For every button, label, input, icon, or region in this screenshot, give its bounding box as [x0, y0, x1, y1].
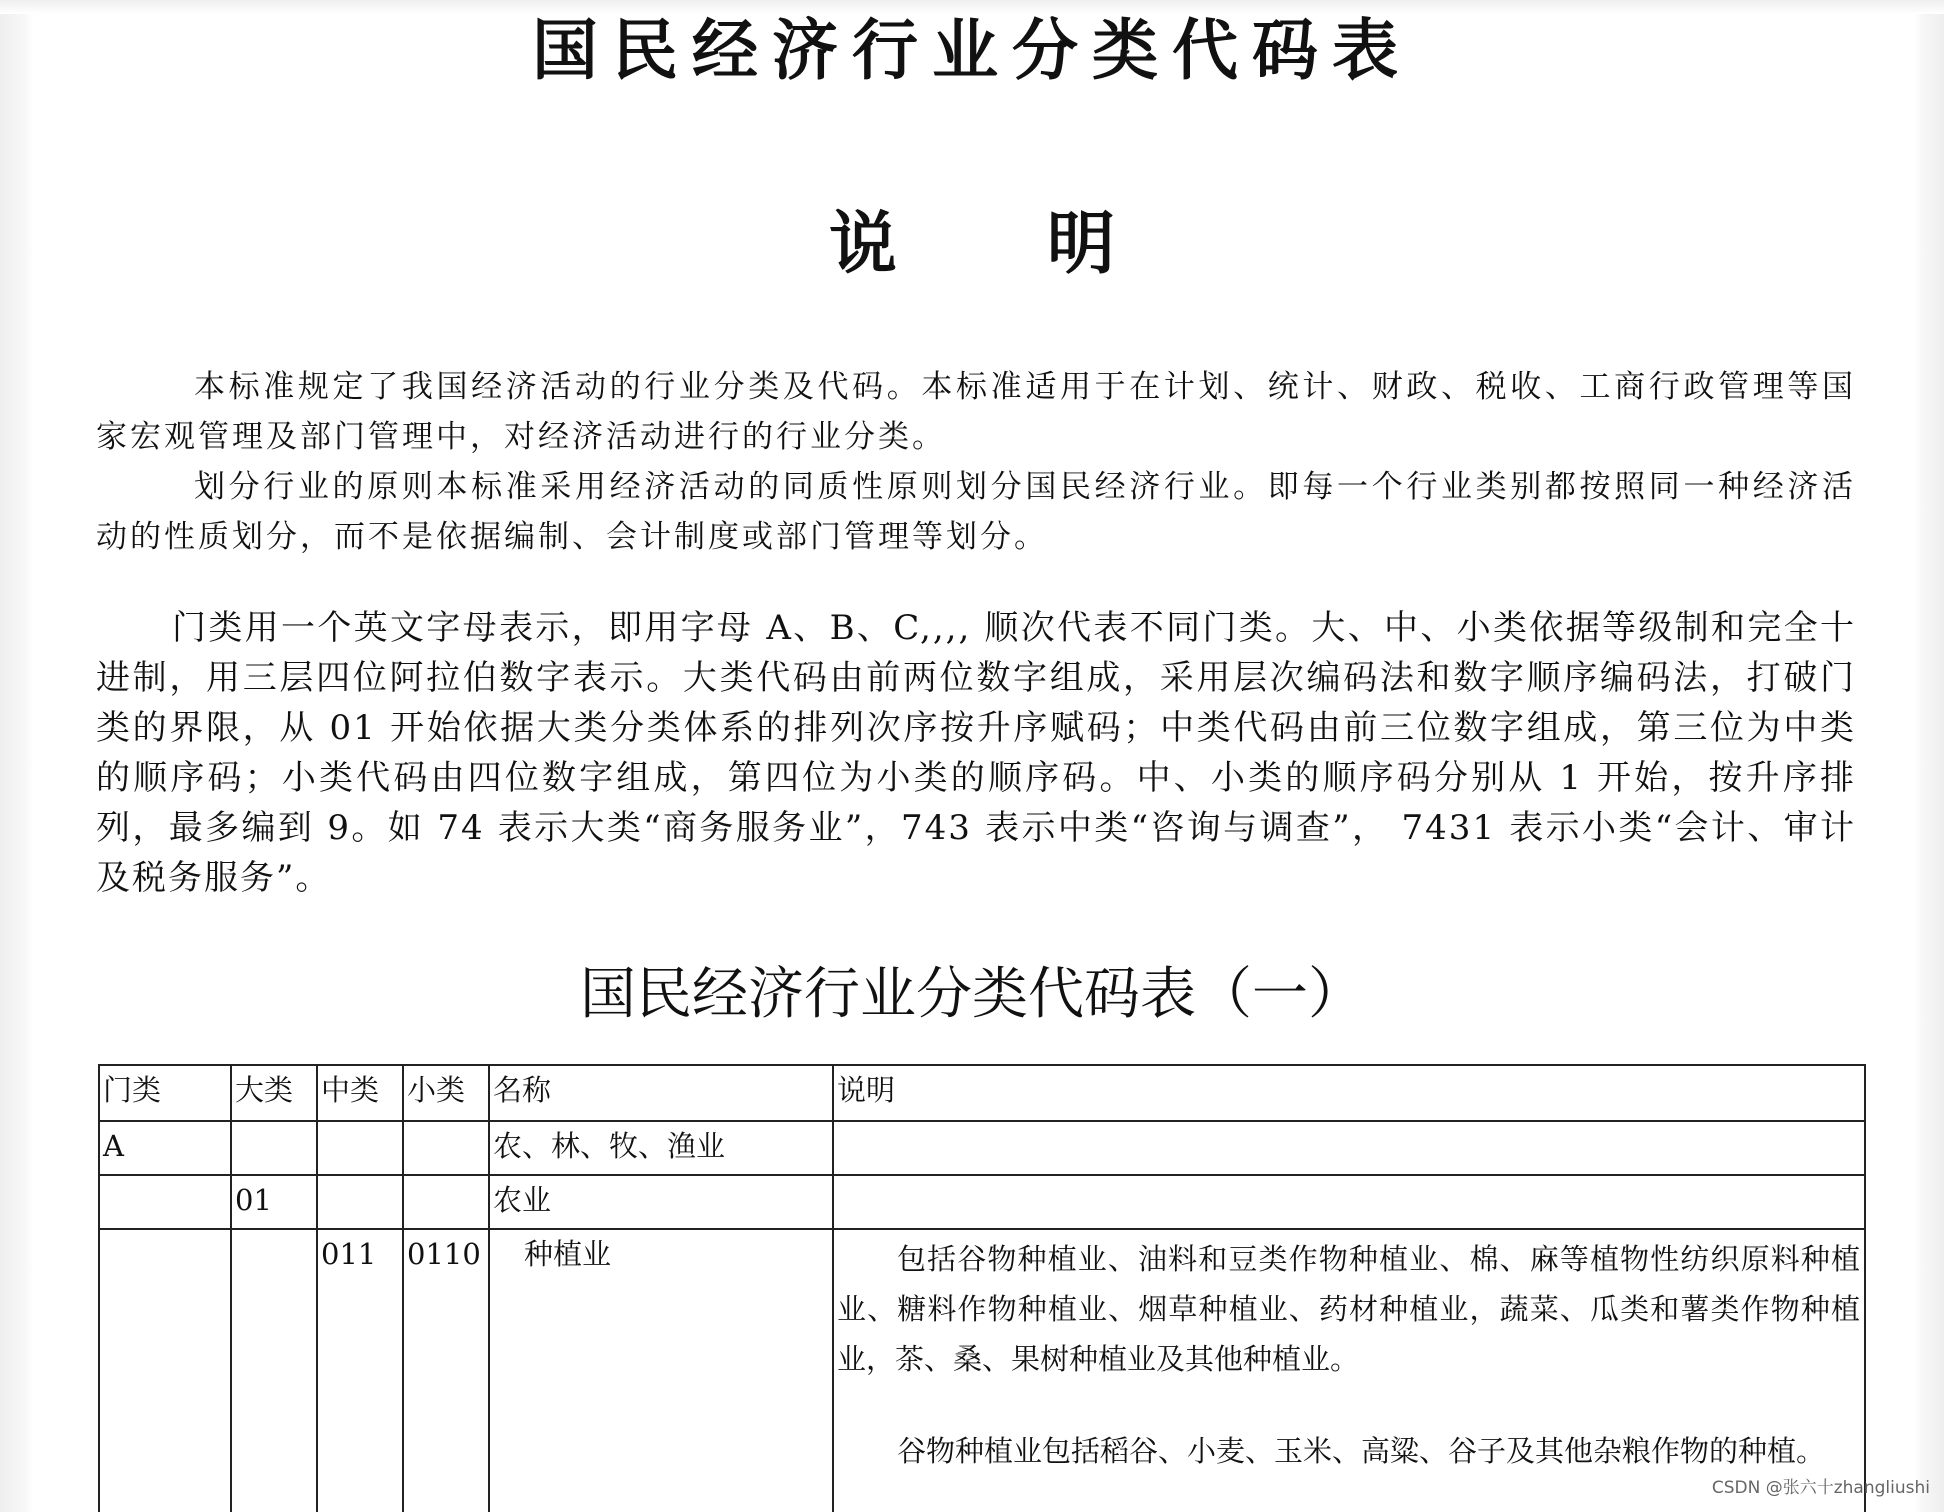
document-title: 国民经济行业分类代码表 [532, 12, 1412, 89]
cell-menlei: A [99, 1121, 231, 1175]
header-name: 名称 [489, 1065, 833, 1121]
cell-menlei [99, 1229, 231, 1512]
table-row [99, 1175, 1865, 1229]
cell-xiaolei [403, 1121, 489, 1175]
cell-zhonglei [317, 1121, 403, 1175]
watermark-text: CSDN @张六十zhangliushi [1711, 1478, 1930, 1498]
cell-dalei [231, 1121, 317, 1175]
cell-description [833, 1121, 1865, 1175]
cell-zhonglei [317, 1175, 403, 1229]
description-paragraph: 包括谷物种植业、油料和豆类作物种植业、棉、麻等植物性纺织原料种植业、糖料作物种植业、烟草种植业、药材种植业，蔬菜、瓜类和薯类作物种植业，茶、桑、果树种植业及其他种植业。 [837, 1242, 1860, 1376]
cell-name: 种植业 [489, 1229, 833, 1512]
section-heading-char-2: 明 [1047, 205, 1116, 284]
cell-name: 农业 [489, 1175, 833, 1229]
section-heading-char-1: 说 [828, 205, 897, 284]
cell-description [833, 1175, 1865, 1229]
intro-paragraph-scope: 本标准规定了我国经济活动的行业分类及代码。本标准适用于在计划、统计、财政、税收、工商行政管理等国家宏观管理及部门管理中，对经济活动进行的行业分类。 [96, 369, 1856, 455]
intro-paragraph-coding: 门类用一个英文字母表示，即用字母 A、B、C,,,, 顺次代表不同门类。大、中、小类依据等级制和完全十进制，用三层四位阿拉伯数字表示。大类代码由前两位数字组成，采用层次编码法和数字顺序编码法，打破门类的界限，从 01 开始依据大类分类体系的排列次序按升序赋码；中类代码由前三位数字组成，第三位为中类的顺序码；小类代码由四位数字组成，第四位为小类的顺序码。中、小类的顺序码分别从 1 开始，按升序排列，最多编到 9。如 74 表示大类“商务服务业”，743 表示中类“咨询与调查”， 7431 表示小类“会计、审计及税务服务”。 [96, 608, 1856, 898]
cell-zhonglei: 011 [317, 1229, 403, 1512]
header-description: 说明 [833, 1065, 1865, 1121]
header-xiaolei: 小类 [403, 1065, 489, 1121]
header-zhonglei: 中类 [317, 1065, 403, 1121]
cell-description [833, 1229, 1865, 1512]
cell-xiaolei: 0110 [403, 1229, 489, 1512]
table-header-row [99, 1065, 1865, 1121]
header-dalei: 大类 [231, 1065, 317, 1121]
section-heading [0, 200, 1944, 290]
intro-paragraph-principle: 划分行业的原则本标准采用经济活动的同质性原则划分国民经济行业。即每一个行业类别都按照同一种经济活动的性质划分，而不是依据编制、会计制度或部门管理等划分。 [96, 469, 1856, 555]
cell-name: 农、林、牧、渔业 [489, 1121, 833, 1175]
table-row [99, 1121, 1865, 1175]
cell-xiaolei [403, 1175, 489, 1229]
industry-code-table [98, 1064, 1866, 1512]
cell-menlei [99, 1175, 231, 1229]
table-title: 国民经济行业分类代码表（一） [580, 962, 1364, 1027]
cell-dalei: 01 [231, 1175, 317, 1229]
table-row [99, 1229, 1865, 1512]
cell-dalei [231, 1229, 317, 1512]
description-paragraph: 谷物种植业包括稻谷、小麦、玉米、高粱、谷子及其他杂粮作物的种植。 [897, 1434, 1826, 1468]
header-menlei: 门类 [99, 1065, 231, 1121]
